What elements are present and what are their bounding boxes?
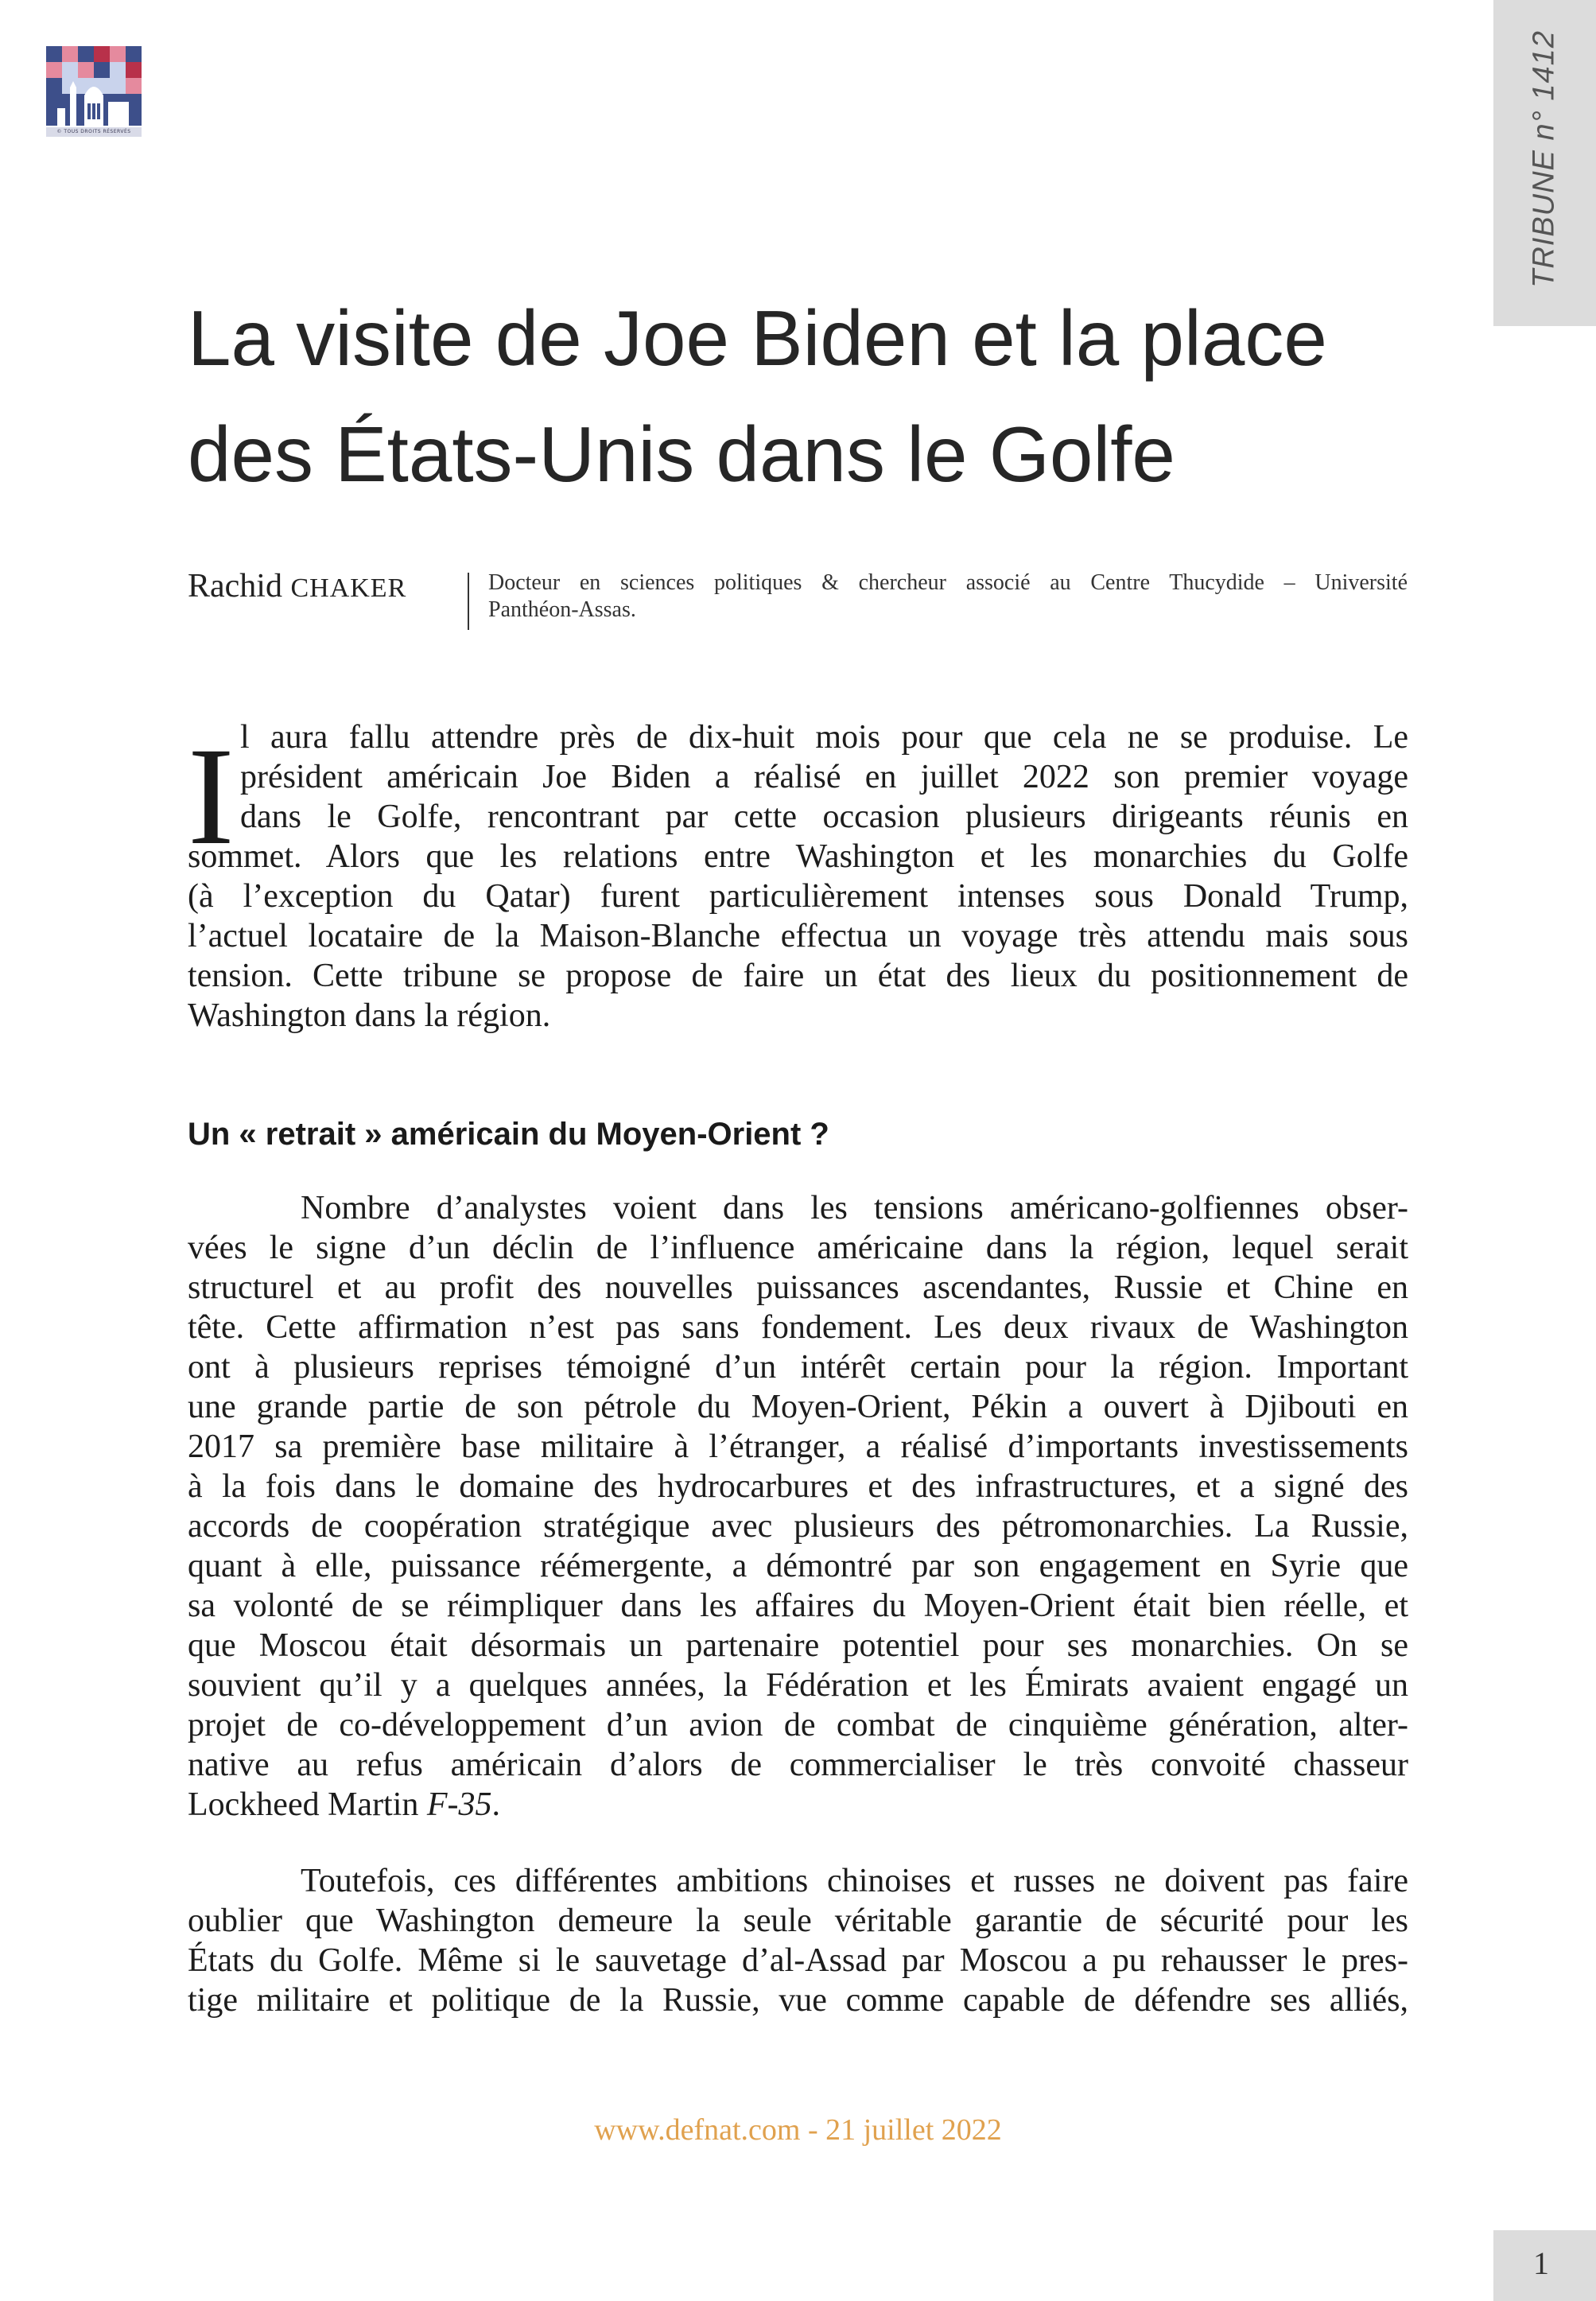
- text-line: sommet. Alors que les relations entre Washington et les monarchies du Golfe: [188, 838, 1408, 875]
- text-line: président américain Joe Biden a réalisé en juillet 2022 son premier voyage: [240, 759, 1408, 795]
- affiliation-line: Panthéon-Assas.: [488, 597, 636, 622]
- text-line: vées le signe d’un déclin de l’influence américaine dans la région, lequel serait: [188, 1230, 1408, 1266]
- affiliation-line: Docteur en sciences politiques & chercheur associé au Centre Thucydide – Université: [488, 570, 1408, 595]
- title-line: des États-Unis dans le Golfe: [188, 410, 1175, 498]
- author-name: [188, 567, 406, 605]
- logo-emblem-icon: [46, 46, 142, 126]
- text-line: que Moscou était désormais un partenaire potentiel pour ses monarchies. On se: [188, 1627, 1408, 1664]
- text-line: tige militaire et politique de la Russie, vue comme capable de défendre ses alliés,: [188, 1982, 1408, 2019]
- text-segment: Lockheed Martin: [188, 1786, 427, 1823]
- body-paragraph: [188, 1188, 1408, 1825]
- text-line: souvient qu’il y a quelques années, la Fédération et les Émirats avaient engagé un: [188, 1667, 1408, 1704]
- author-affiliation: [488, 569, 1408, 624]
- page-footer: [0, 2112, 1596, 2147]
- footer-date: 21 juillet 2022: [825, 2113, 1002, 2147]
- drop-cap: I: [188, 719, 235, 874]
- aircraft-name: F-35: [426, 1786, 492, 1823]
- text-line: Toutefois, ces différentes ambitions chinoises et russes ne doivent pas faire: [301, 1863, 1408, 1899]
- footer-website-link[interactable]: www.defnat.com: [594, 2113, 801, 2147]
- text-line: Nombre d’analystes voient dans les tensions américano-golfiennes obser-: [301, 1190, 1408, 1226]
- text-line: [188, 1785, 1408, 1825]
- text-line: l aura fallu attendre près de dix-huit mois pour que cela ne se produise. Le: [240, 719, 1408, 756]
- footer-separator: -: [800, 2113, 826, 2147]
- author-first-name: Rachid: [188, 568, 282, 604]
- text-line: (à l’exception du Qatar) furent particulièrement intenses sous Donald Trump,: [188, 878, 1408, 915]
- text-segment: .: [491, 1786, 501, 1823]
- text-line: native au refus américain d’alors de commercialiser le très convoité chasseur: [188, 1747, 1408, 1783]
- text-line: 2017 sa première base militaire à l’étranger, a réalisé d’importants investissements: [188, 1428, 1408, 1465]
- section-heading: Un « retrait » américain du Moyen-Orient ?: [188, 1117, 829, 1152]
- text-line: oublier que Washington demeure la seule véritable garantie de sécurité pour les: [188, 1903, 1408, 1939]
- text-line: tête. Cette affirmation n’est pas sans fondement. Les deux rivaux de Washington: [188, 1309, 1408, 1346]
- text-line: une grande partie de son pétrole du Moyen-Orient, Pékin a ouvert à Djibouti en: [188, 1389, 1408, 1425]
- text-line: accords de coopération stratégique avec plusieurs des pétromonarchies. La Russie,: [188, 1508, 1408, 1545]
- text-line: États du Golfe. Même si le sauvetage d’al-Assad par Moscou a pu rehausser le pres-: [188, 1942, 1408, 1979]
- page-title: [188, 280, 1428, 512]
- text-line: tension. Cette tribune se propose de faire un état des lieux du positionnement de: [188, 958, 1408, 994]
- page-number: 1: [1533, 2245, 1549, 2281]
- text-line: l’actuel locataire de la Maison-Blanche effectua un voyage très attendu mais sous: [188, 918, 1408, 954]
- logo-caption: © TOUS DROITS RÉSERVÉS: [46, 127, 142, 137]
- tribune-label: TRIBUNE n° 1412: [1527, 30, 1561, 288]
- author-last-name: CHAKER: [290, 573, 407, 603]
- body-paragraph: [188, 1861, 1408, 2020]
- text-line: dans le Golfe, rencontrant par cette occasion plusieurs dirigeants réunis en: [240, 799, 1408, 835]
- text-line: sa volonté de se réimpliquer dans les affaires du Moyen-Orient était bien réelle, et: [188, 1588, 1408, 1624]
- text-line: Washington dans la région.: [188, 997, 551, 1034]
- affiliation-divider: [468, 573, 469, 630]
- intro-paragraph: [188, 717, 1408, 1036]
- text-line: ont à plusieurs reprises témoigné d’un intérêt certain pour la région. Important: [188, 1349, 1408, 1386]
- title-line: La visite de Joe Biden et la place: [188, 294, 1327, 382]
- text-line: projet de co-développement d’un avion de combat de cinquième génération, alter-: [188, 1707, 1408, 1743]
- text-line: structurel et au profit des nouvelles puissances ascendantes, Russie et Chine en: [188, 1269, 1408, 1306]
- text-line: à la fois dans le domaine des hydrocarbures et des infrastructures, et a signé des: [188, 1468, 1408, 1505]
- logo: [46, 46, 142, 138]
- text-line: quant à elle, puissance réémergente, a démontré par son engagement en Syrie que: [188, 1548, 1408, 1584]
